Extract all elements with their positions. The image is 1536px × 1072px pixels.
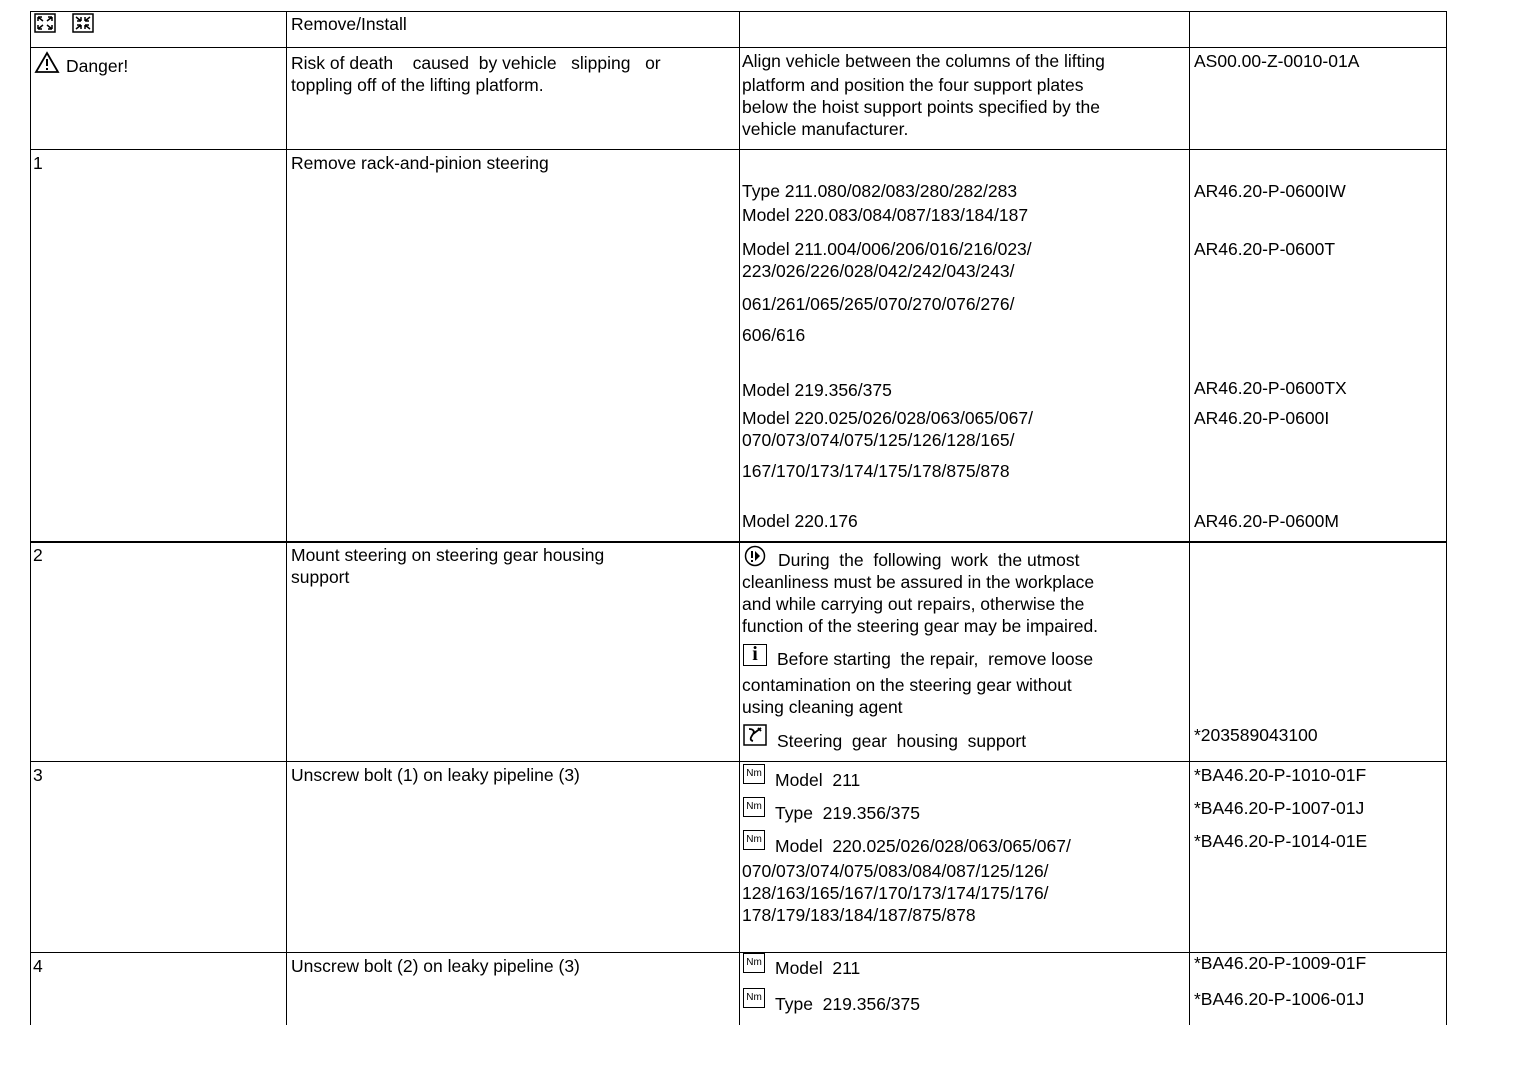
info-text: using cleaning agent — [742, 697, 903, 717]
step-title: Unscrew bolt (1) on leaky pipeline (3) — [291, 765, 580, 785]
info-text: contamination on the steering gear without — [742, 675, 1072, 695]
expand-icon[interactable] — [34, 13, 56, 33]
step-number: 3 — [33, 765, 43, 785]
torque-link[interactable]: *BA46.20-P-1009-01F — [1194, 953, 1367, 973]
table-border — [30, 11, 1447, 12]
model-line: Type 219.356/375 — [775, 994, 920, 1014]
document-link[interactable]: AR46.20-P-0600I — [1194, 408, 1330, 428]
table-border — [739, 11, 740, 1025]
step-title: Mount steering on steering gear housing — [291, 545, 605, 565]
danger-instruction: Align vehicle between the columns of the lifting — [742, 51, 1105, 71]
danger-instruction: platform and position the four support plates — [742, 75, 1084, 95]
document-link[interactable]: AR46.20-P-0600IW — [1194, 181, 1346, 201]
model-line: Model 211 — [775, 958, 861, 978]
info-icon: i — [743, 644, 767, 666]
model-line: 070/073/074/075/083/084/087/125/126/ — [742, 861, 1049, 881]
torque-link[interactable]: *BA46.20-P-1006-01J — [1194, 989, 1365, 1009]
step-number: 2 — [33, 545, 43, 565]
tool-number[interactable]: *203589043100 — [1194, 725, 1318, 745]
document-link[interactable]: AR46.20-P-0600T — [1194, 239, 1336, 259]
danger-label: Danger! — [66, 56, 129, 76]
table-border — [1189, 11, 1190, 1025]
document-link[interactable]: AR46.20-P-0600M — [1194, 511, 1339, 531]
step-title: Unscrew bolt (2) on leaky pipeline (3) — [291, 956, 580, 976]
info-text: Before starting the repair, remove loose — [777, 649, 1094, 669]
model-line: 070/073/074/075/125/126/128/165/ — [742, 430, 1015, 450]
section-title: Remove/Install — [291, 14, 407, 34]
torque-icon: Nm — [743, 988, 765, 1008]
model-line: 178/179/183/184/187/875/878 — [742, 905, 976, 925]
model-line: 061/261/065/265/070/270/076/276/ — [742, 294, 1015, 314]
warning-triangle-icon — [34, 51, 60, 73]
torque-link[interactable]: *BA46.20-P-1014-01E — [1194, 831, 1368, 851]
model-line: 606/616 — [742, 325, 806, 345]
model-line: 223/026/226/028/042/242/043/243/ — [742, 261, 1015, 281]
collapse-icon[interactable] — [72, 13, 94, 33]
note-text: and while carrying out repairs, otherwise the — [742, 594, 1085, 614]
model-line: Model 220.025/026/028/063/065/067/ — [742, 408, 1033, 428]
torque-link[interactable]: *BA46.20-P-1007-01J — [1194, 798, 1365, 818]
special-tool-icon — [743, 724, 767, 746]
model-line: Model 220.025/026/028/063/065/067/ — [775, 836, 1071, 856]
model-line: Model 211 — [775, 770, 861, 790]
danger-risk: toppling off of the lifting platform. — [291, 75, 544, 95]
table-border — [286, 11, 287, 1025]
step-title: Remove rack-and-pinion steering — [291, 153, 549, 173]
danger-instruction: vehicle manufacturer. — [742, 119, 909, 139]
torque-icon: Nm — [743, 797, 765, 817]
torque-icon: Nm — [743, 953, 765, 973]
document-link[interactable]: AS00.00-Z-0010-01A — [1194, 51, 1360, 71]
tool-name: Steering gear housing support — [777, 731, 1027, 751]
step-title: support — [291, 567, 350, 587]
model-line: Type 219.356/375 — [775, 803, 920, 823]
model-line: Model 220.083/084/087/183/184/187 — [742, 205, 1029, 225]
table-border — [30, 761, 1447, 762]
model-line: Model 211.004/006/206/016/216/023/ — [742, 239, 1032, 259]
table-border — [30, 47, 1447, 48]
danger-risk: Risk of death caused by vehicle slipping or — [291, 53, 661, 73]
torque-link[interactable]: *BA46.20-P-1010-01F — [1194, 765, 1367, 785]
torque-icon: Nm — [743, 830, 765, 850]
note-text: cleanliness must be assured in the workplace — [742, 572, 1095, 592]
danger-instruction: below the hoist support points specified by the — [742, 97, 1100, 117]
torque-icon: Nm — [743, 764, 765, 784]
document-link[interactable]: AR46.20-P-0600TX — [1194, 378, 1347, 398]
model-line: Type 211.080/082/083/280/282/283 — [742, 181, 1018, 201]
step-number: 4 — [33, 956, 43, 976]
table-border — [30, 11, 31, 1025]
table-border — [30, 149, 1447, 150]
note-text: function of the steering gear may be impaired. — [742, 616, 1099, 636]
model-line: 128/163/165/167/170/173/174/175/176/ — [742, 883, 1049, 903]
note-text: During the following work the utmost — [778, 550, 1080, 570]
table-border — [1446, 11, 1447, 1025]
model-line: Model 220.176 — [742, 511, 858, 531]
step-number: 1 — [33, 153, 43, 173]
model-line: Model 219.356/375 — [742, 380, 892, 400]
model-line: 167/170/173/174/175/178/875/878 — [742, 461, 1010, 481]
table-border — [30, 541, 1447, 543]
